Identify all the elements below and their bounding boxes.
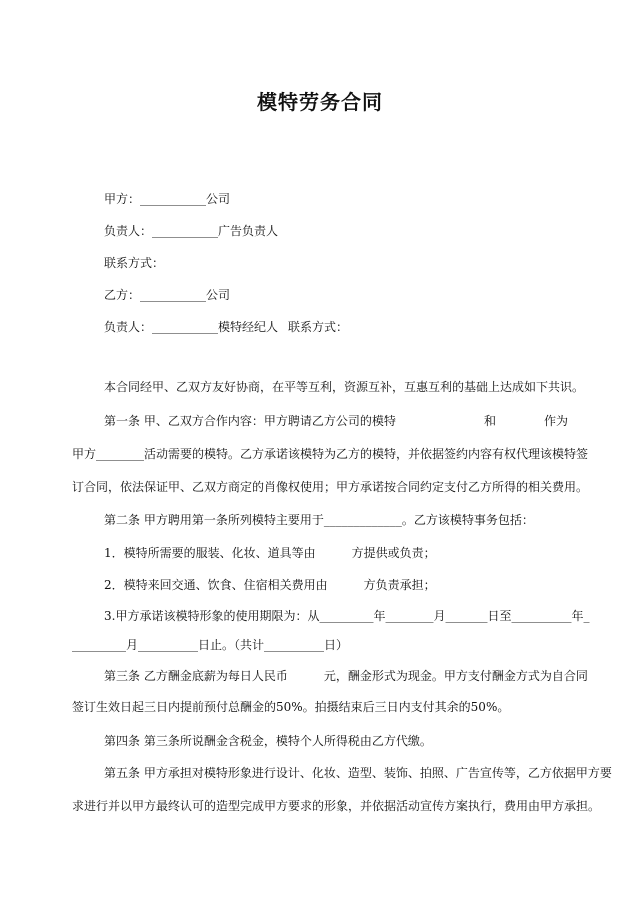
party-b-rep-line: 负责人：___________模特经纪人 (104, 320, 279, 334)
article-1-line-3: 订合同，依法保证甲、乙双方商定的肖像权使用；甲方承诺按合同约定支付乙方所得的相关费用。 (72, 480, 589, 494)
article-1-head: 第一条 甲、乙双方合作内容：甲方聘请乙方公司的模特 (104, 414, 396, 428)
party-a-rep-line: 负责人：___________广告负责人 (104, 224, 279, 238)
article-1-zuowei: 作为 (544, 414, 569, 428)
article-3-line-1: 第三条 乙方酬金底薪为每日人民币 元，酬金形式为现金。甲方支付酬金方式为自合同 (104, 669, 588, 683)
article-1-line-2: 甲方________活动需要的模特。乙方承诺该模特为乙方的模特，并依据签约内容有权代理该模特签 (72, 447, 589, 461)
party-a-line: 甲方：___________公司 (104, 192, 231, 206)
party-b-contact-line: 联系方式： (288, 320, 349, 334)
article-2-item-1: 1．模特所需要的服装、化妆、道具等由 方提供或负责； (104, 546, 436, 560)
article-2-item-3-line-2: _________月__________日止。（共计__________日） (72, 638, 349, 652)
document-title: 模特劳务合同 (257, 90, 383, 114)
party-b-line: 乙方：___________公司 (104, 288, 231, 302)
article-5-line-2: 求进行并以甲方最终认可的造型完成甲方要求的形象，并依据活动宣传方案执行，费用由甲方承担。 (72, 799, 601, 813)
article-2-item-3-line-1: 3.甲方承诺该模特形象的使用期限为：从_________年________月_______日至__________年_ (104, 609, 590, 623)
article-3-line-2: 签订生效日起三日内提前预付总酬金的50%。拍摄结束后三日内支付其余的50%。 (72, 700, 510, 714)
article-2-head: 第二条 甲方聘用第一条所列模特主要用于_____________。乙方该模特事务包括： (104, 513, 534, 527)
article-4-line-1: 第四条 第三条所说酬金含税金，模特个人所得税由乙方代缴。 (104, 734, 432, 748)
article-5-line-1: 第五条 甲方承担对模特形象进行设计、化妆、造型、装饰、拍照、广告宣传等，乙方依据甲方要 (104, 766, 612, 780)
intro-paragraph: 本合同经甲、乙双方友好协商，在平等互利，资源互补，互惠互利的基础上达成如下共识。 (104, 380, 585, 394)
article-2-item-2: 2．模特来回交通、饮食、住宿相关费用由 方负责承担； (104, 578, 436, 592)
article-1-he: 和 (484, 414, 497, 428)
party-a-contact-line: 联系方式： (104, 256, 165, 270)
